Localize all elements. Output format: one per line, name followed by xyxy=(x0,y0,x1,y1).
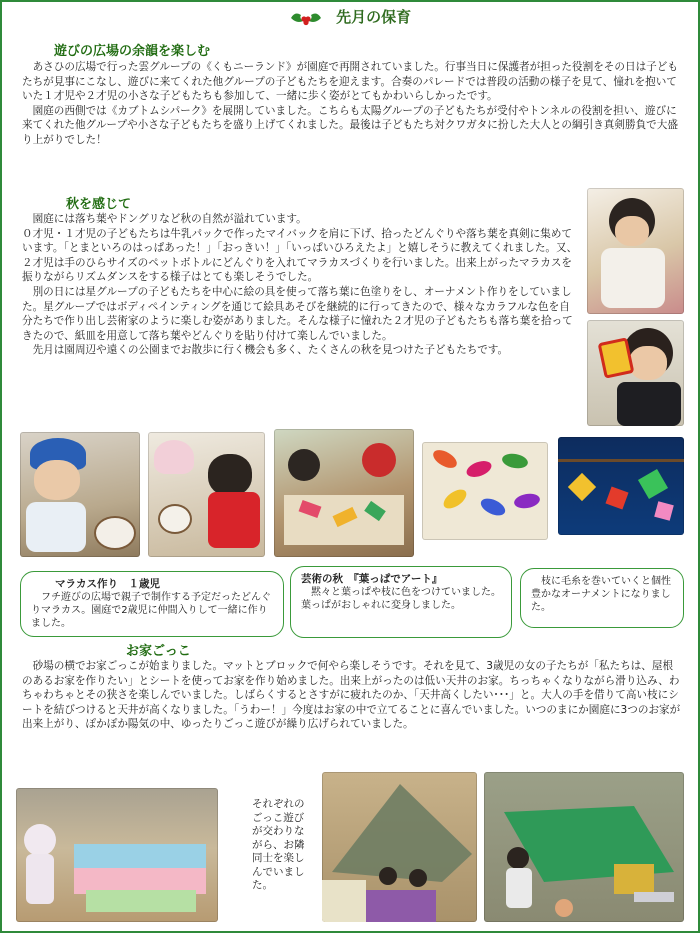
caption-ornament xyxy=(520,568,684,628)
caption-leaf-art xyxy=(290,566,512,638)
photo-painted-leaves xyxy=(422,442,548,540)
photo-child-ornament xyxy=(587,320,684,426)
photo-hanging-ornaments xyxy=(558,437,684,535)
caption-maracas-text: フチ遊びの広場で親子で制作する予定だったどんぐりマラカス。園庭で2歳児に仲間入りして一緒に作りました。 xyxy=(31,592,271,629)
caption-leaf-art-text: 黙々と葉っぱや枝に色をつけていました。葉っぱがおしゃれに変身しました。 xyxy=(301,587,501,611)
caption-maracas xyxy=(20,571,284,637)
holly-icon xyxy=(289,9,323,27)
section1-heading: 遊びの広場の余韻を楽しむ xyxy=(54,44,211,59)
caption-ornament-text: 枝に毛糸を巻いていくと個性豊かなオーナメントになりました。 xyxy=(531,576,671,613)
photo-mat-house xyxy=(484,772,684,922)
page-title-row xyxy=(2,6,698,27)
caption-maracas-title: マラカス作り １歳児 xyxy=(55,578,160,590)
section3-body: 砂場の横でお家ごっこが始まりました。マットとブロックで何やら楽しそうです。それを見て、3歳児の女の子たちが「私たちは、屋根のあるお家を作りたい」とシートを使ってお家を作り始めました。出来上がったのは低い天井のお家。ちっちゃくなりながら滑り込み、わちゃわちゃとその狭さを楽しんでいました。しばらくするとさすがに疲れたのか、「天井高くしたい･･･」と。大人の手を借りて高い枝にシートを結びつけると天井が高くなりました。「うわー！」今度はお家の中で立てることに喜んでいました。いつのまにか園庭に3つのお家が出来上がり、ぽかぽか陽気の中、ゆったりごっこ遊びが繰り広げられていました。 xyxy=(22,660,681,731)
photo-maracas-1 xyxy=(20,432,140,557)
caption-leaf-art-title: 芸術の秋 『葉っぱでアート』 xyxy=(301,573,443,585)
section2-body: 園庭には落ち葉やドングリなど秋の自然が溢れています。 ０才児・１才児の子どもたちは牛乳パックで作ったマイバックを肩に下げ、拾ったどんぐりや落ち葉を真剣に集めています。「とまといろのはっぱあった！」「おっきい！」「いっぱいひろえたよ」と嬉しそうに教えてくれました。又、２才児は手のひらサイズのペットボトルにどんぐりを入れてマラカスづくりを行いました。出来上がったマラカスを振りながらリズムダンスをする様子はとても楽しそうでした。 別の日には星グループの子どもたちを中心に絵の具を使って落ち葉に色塗りをし、オーナメント作りをしていました。星グループではボディペインティングを通じて絵具あそびを継続的に行ってきたので、様々なカラフルな色を自分たちで作り出し芸術家のように楽しむ姿がありました。そんな様子に憧れた２才児の子どもたちも落ち葉を拾ってきたので、紙皿を用意して落ち葉やどんぐりを貼り付けて楽しんでいました。 先月は園周辺や遠くの公園までお散歩に行く機会も多く、たくさんの秋を見つけた子どもたちです。 xyxy=(22,213,578,357)
photo-tent-house xyxy=(322,772,477,922)
photo-maracas-2 xyxy=(148,432,265,557)
section3-side-note: それぞれのごっこ遊びが交わりながら、お隣同士を楽しんでいました。 xyxy=(252,798,305,891)
section3-heading: お家ごっこ xyxy=(126,644,191,659)
section1-body: あさひの広場で行った雲グループの《くもニーランド》が園庭で再開されていました。行事当日に保護者が担った役割をその日は子どもたちが見事にこなし、遊びに来てくれた他グループの子どもたちを迎えます。合奏のパレードでは普段の活動の様子を見て、憧れを抱いていた１才児や２才児の小さな子どもたちも参加して、一緒に歩く姿がとてもかわいらしかったです。 園庭の西側では《カブトムシパーク》を展開していました。こちらも太陽グループの子どもたちが受付やトンネルの役割を担い、遊びに来てくれた他グループや小さな子どもたちを盛り上げてくれました。最後は子どもたち対クワガタに扮した大人との綱引き真剣勝負で大盛り上がりでした！ xyxy=(22,61,678,146)
page-title: 先月の保育 xyxy=(336,8,412,26)
section2-heading: 秋を感じて xyxy=(66,197,132,212)
photo-leaf-art xyxy=(274,429,414,557)
photo-house-play-blocks xyxy=(16,788,218,922)
photo-child-leaves xyxy=(587,188,684,314)
